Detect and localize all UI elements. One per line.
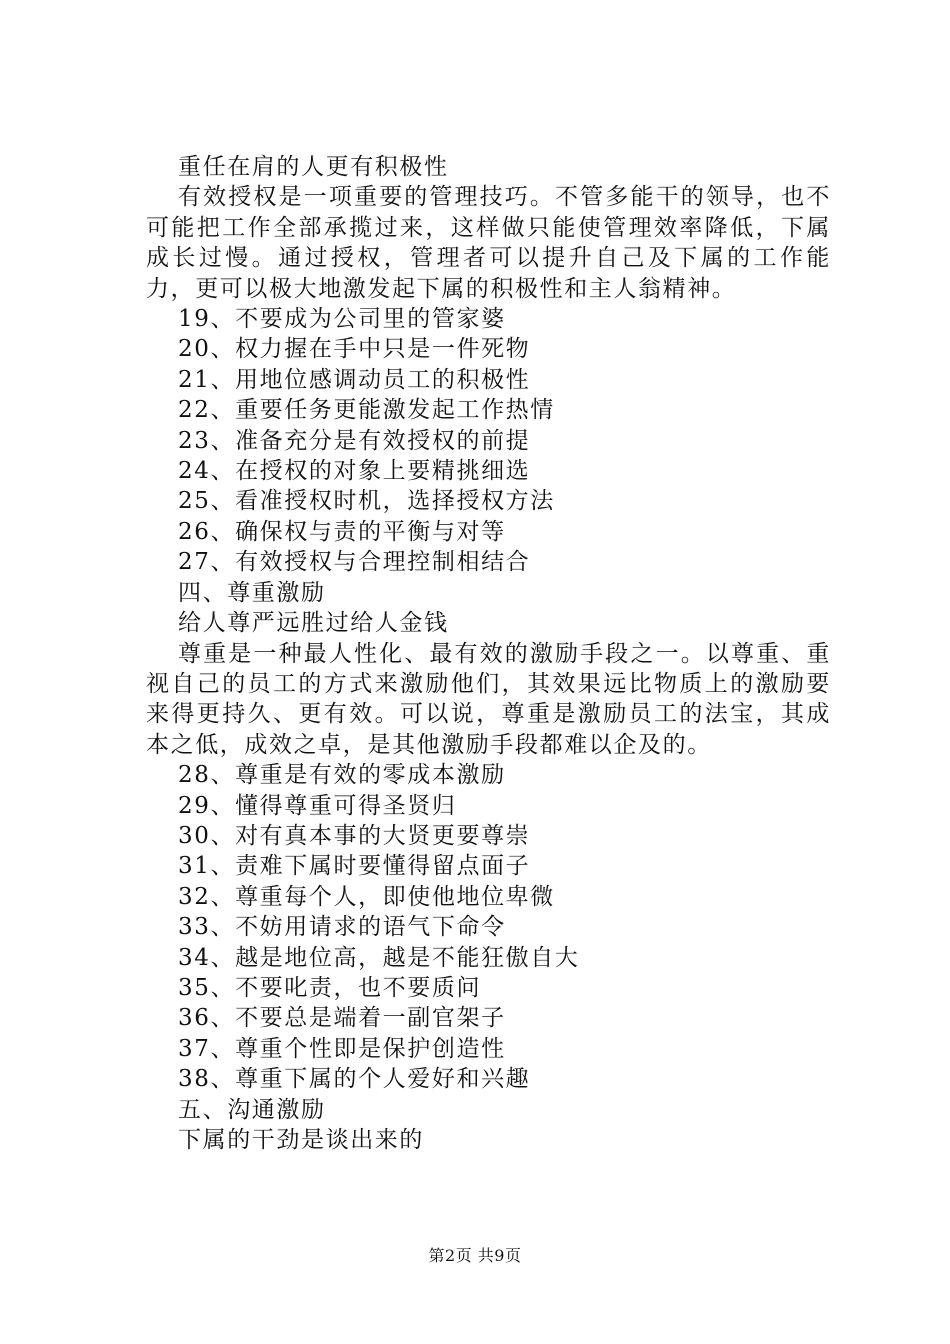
list-item: 23、准备充分是有效授权的前提 [178, 427, 531, 454]
list-item: 27、有效授权与合理控制相结合 [178, 549, 531, 576]
list-item: 29、懂得尊重可得圣贤归 [178, 792, 457, 819]
section-title: 五、沟通激励 [178, 1096, 326, 1123]
section-subtitle: 给人尊严远胜过给人金钱 [178, 610, 449, 637]
paragraph-delegation: 有效授权是一项重要的管理技巧。不管多能干的领导，也不可能把工作全部承揽过来，这样做只能使管理效率降低，下属成长过慢。通过授权，管理者可以提升自己及下属的工作能力，更可以极大地激发起下属的积极性和主人翁精神。 [146, 184, 831, 302]
list-item: 38、尊重下属的个人爱好和兴趣 [178, 1066, 531, 1093]
section-heading: 重任在肩的人更有积极性 [178, 154, 449, 180]
list-item: 19、不要成为公司里的管家婆 [178, 306, 506, 333]
section-subtitle: 下属的干劲是谈出来的 [178, 1127, 424, 1153]
list-item: 32、尊重每个人，即使他地位卑微 [178, 883, 555, 910]
page-number-footer: 第2页 共9页 [428, 1246, 522, 1265]
list-item: 28、尊重是有效的零成本激励 [178, 762, 506, 789]
paragraph-respect: 尊重是一种最人性化、最有效的激励手段之一。以尊重、重视自己的员工的方式来激励他们，其效果远比物质上的激励要来得更持久、更有效。可以说，尊重是激励员工的法宝，其成本之低，成效之卓，是其他激励手段都难以企及的。 [146, 640, 831, 758]
list-item: 36、不要总是端着一副官架子 [178, 1005, 506, 1032]
list-item: 24、在授权的对象上要精挑细选 [178, 458, 531, 485]
list-item: 33、不妨用请求的语气下命令 [178, 914, 506, 941]
document-body [146, 152, 831, 1155]
list-item: 30、对有真本事的大贤更要尊崇 [178, 822, 531, 849]
list-item: 35、不要叱责，也不要质问 [178, 974, 482, 1001]
list-item: 26、确保权与责的平衡与对等 [178, 518, 506, 545]
list-item: 22、重要任务更能激发起工作热情 [178, 397, 555, 424]
list-item: 31、责难下属时要懂得留点面子 [178, 853, 531, 880]
list-item: 34、越是地位高，越是不能狂傲自大 [178, 944, 580, 971]
list-item: 21、用地位感调动员工的积极性 [178, 366, 531, 393]
list-item: 25、看准授权时机，选择授权方法 [178, 488, 555, 515]
section-title: 四、尊重激励 [178, 579, 326, 606]
list-item: 37、尊重个性即是保护创造性 [178, 1035, 506, 1062]
list-item: 20、权力握在手中只是一件死物 [178, 336, 531, 363]
